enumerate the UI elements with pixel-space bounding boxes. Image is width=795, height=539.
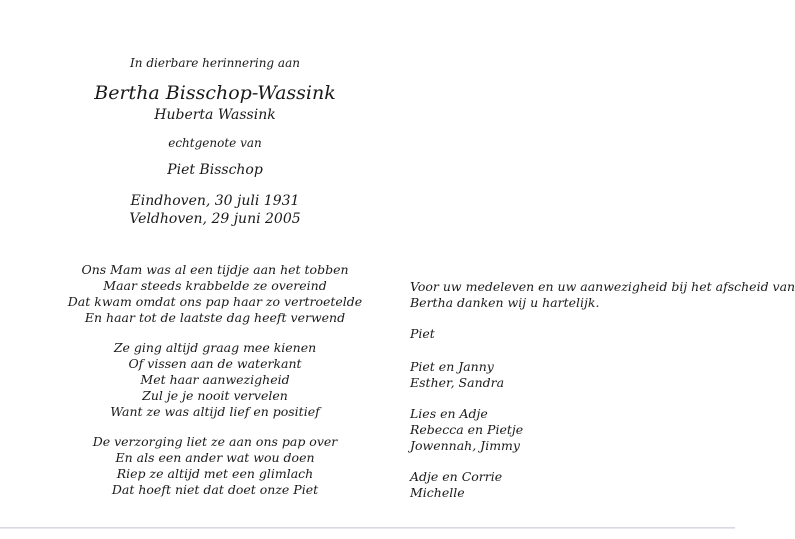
poem-line: En haar tot de laatste dag heeft verwend — [84, 310, 346, 325]
poem-line: Ons Mam was al een tijdje aan het tobben — [81, 262, 349, 277]
deceased-name: Bertha Bisschop-Wassink — [94, 82, 336, 104]
poem-line: De verzorging liet ze aan ons pap over — [92, 434, 338, 449]
poem-line: Dat kwam omdat ons pap haar zo vertroetelde — [67, 294, 363, 309]
intro-text: In dierbare herinnering aan — [130, 56, 300, 70]
poem-line: Dat hoeft niet dat doet onze Piet — [111, 482, 319, 497]
thanks-line: Voor uw medeleven en uw aanwezigheid bij het afscheid van — [410, 279, 795, 294]
poem-line: En als een ander wat wou doen — [115, 450, 315, 465]
poem-line: Met haar aanwezigheid — [140, 372, 290, 387]
fold-divider — [0, 527, 735, 529]
spouse-intro: echtgenote van — [168, 136, 262, 150]
family-name: Jowennah, Jimmy — [410, 438, 520, 453]
spouse-name: Piet Bisschop — [167, 162, 263, 178]
family-name: Rebecca en Pietje — [410, 422, 524, 437]
poem-line: Maar steeds krabbelde ze overeind — [103, 278, 327, 293]
poem-line: Of vissen aan de waterkant — [128, 356, 302, 371]
family-name: Adje en Corrie — [410, 469, 503, 484]
family-name: Esther, Sandra — [410, 375, 505, 390]
family-name: Piet — [410, 326, 435, 341]
poem-line: Ze ging altijd graag mee kienen — [113, 340, 317, 355]
birth-date: Eindhoven, 30 juli 1931 — [130, 193, 300, 209]
death-date: Veldhoven, 29 juni 2005 — [129, 211, 301, 227]
birth-name: Huberta Wassink — [154, 107, 276, 123]
family-name: Lies en Adje — [410, 406, 488, 421]
thanks-line: Bertha danken wij u hartelijk. — [410, 295, 600, 310]
poem-line: Riep ze altijd met een glimlach — [116, 466, 314, 481]
family-name: Michelle — [410, 485, 465, 500]
poem-line: Want ze was altijd lief en positief — [110, 404, 320, 419]
family-name: Piet en Janny — [410, 359, 494, 374]
poem-line: Zul je je nooit vervelen — [142, 388, 288, 403]
